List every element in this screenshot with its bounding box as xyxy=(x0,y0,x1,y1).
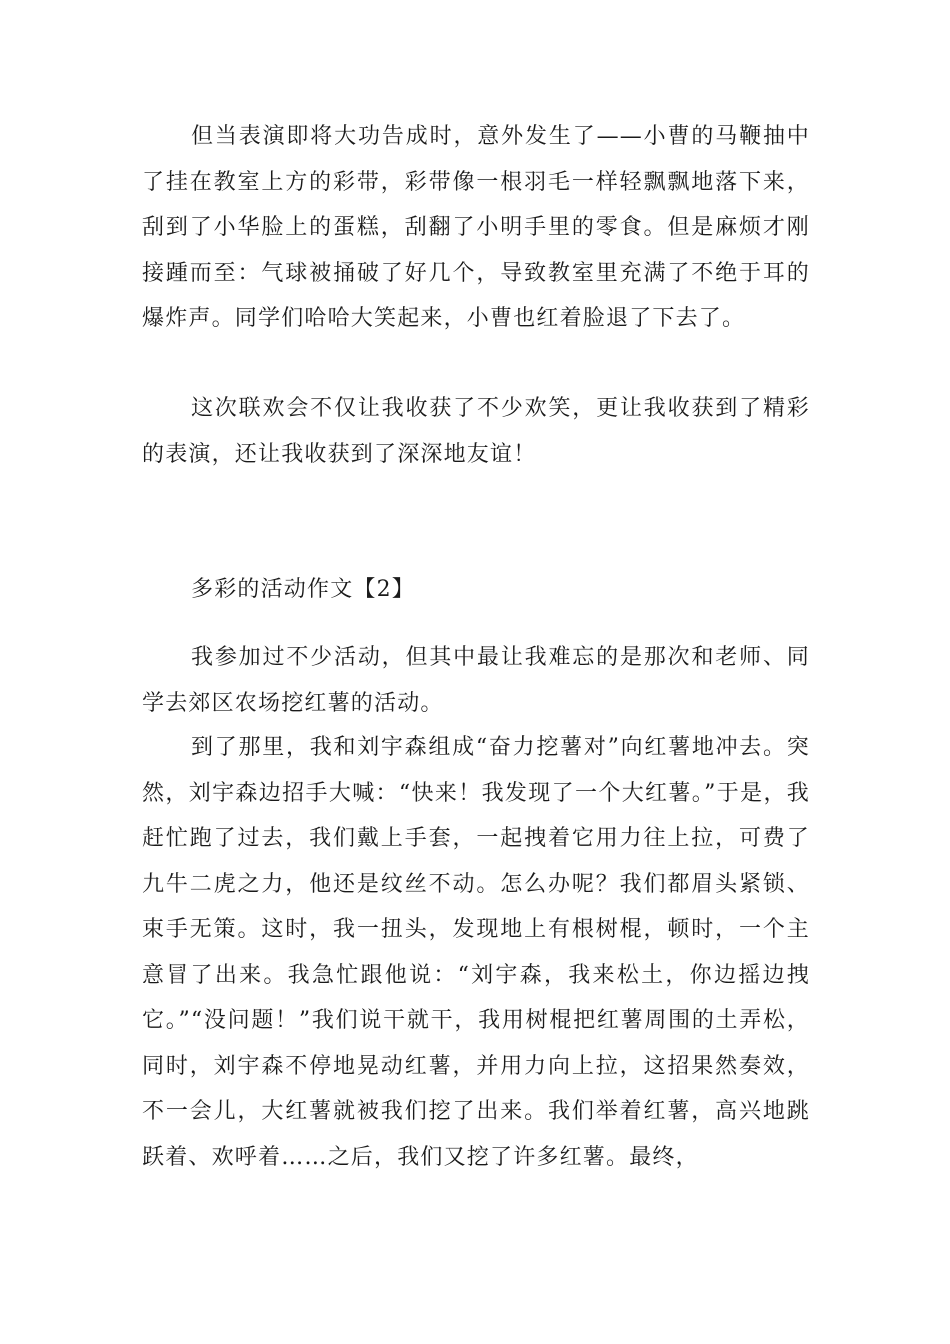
paragraph-accident: 但当表演即将大功告成时，意外发生了——小曹的马鞭抽中了挂在教室上方的彩带，彩带像一根羽毛一样轻飘飘地落下来，刮到了小华脸上的蛋糕，刮翻了小明手里的零食。但是麻烦才刚接踵而至：气球被捅破了好几个，导致教室里充满了不绝于耳的爆炸声。同学们哈哈大笑起来，小曹也红着脸退了下去了。 xyxy=(142,124,810,331)
paragraph-digging: 到了那里，我和刘宇森组成“奋力挖薯对”向红薯地冲去。突然，刘宇森边招手大喊：“快来！我发现了一个大红薯。”于是，我赶忙跑了过去，我们戴上手套，一起拽着它用力往上拉，可费了九牛二虎之力，他还是纹丝不动。怎么办呢？我们都眉头紧锁、束手无策。这时，我一扭头，发现地上有根树棍，顿时，一个主意冒了出来。我急忙跟他说：“刘宇森，我来松土，你边摇边拽它。”“没问题！”我们说干就干，我用树棍把红薯周围的土弄松，同时，刘宇森不停地晃动红薯，并用力向上拉，这招果然奏效，不一会儿，大红薯就被我们挖了出来。我们举着红薯，高兴地跳跃着、欢呼着……之后，我们又挖了许多红薯。最终， xyxy=(142,735,810,1170)
section-title: 多彩的活动作文【2】 xyxy=(191,577,415,602)
paragraph-summary: 这次联欢会不仅让我收获了不少欢笑，更让我收获到了精彩的表演，还让我收获到了深深地友谊！ xyxy=(142,396,810,467)
paragraph-intro: 我参加过不少活动，但其中最让我难忘的是那次和老师、同学去郊区农场挖红薯的活动。 xyxy=(142,645,810,716)
